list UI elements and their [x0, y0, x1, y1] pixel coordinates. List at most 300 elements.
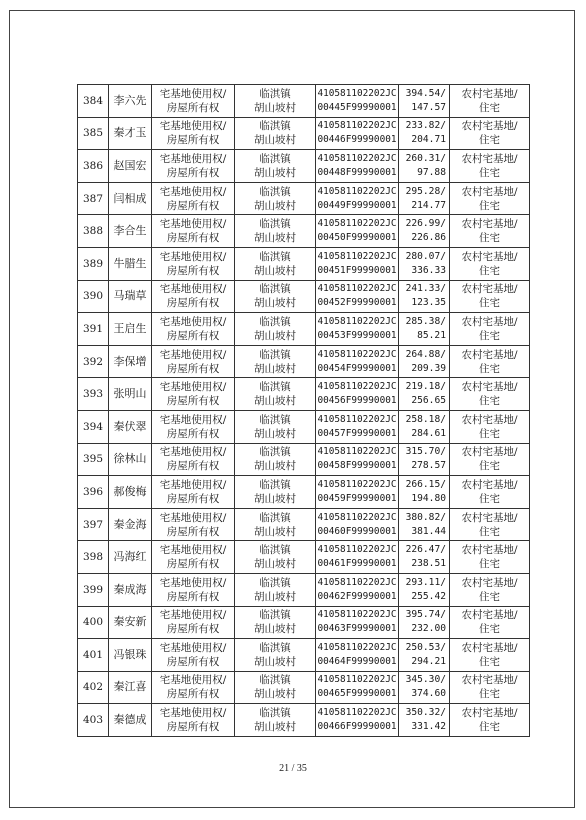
right-type-line: 房屋所有权	[166, 166, 220, 179]
parcel-code-line: 410581102202JC	[317, 674, 397, 686]
parcel-code-cell	[316, 313, 399, 346]
usage-line: 住宅	[479, 688, 500, 701]
right-type-line: 房屋所有权	[166, 362, 220, 375]
parcel-code-line: 410581102202JC	[317, 511, 397, 523]
table-row	[78, 541, 530, 574]
building-area: 374.60	[411, 688, 446, 700]
usage-line: 住宅	[479, 329, 500, 342]
land-area: 241.33/	[405, 283, 446, 295]
area-cell	[399, 182, 450, 215]
location-town: 临淇镇	[259, 446, 291, 459]
right-type-line: 宅基地使用权/	[159, 250, 227, 263]
parcel-code-line: 410581102202JC	[317, 413, 397, 425]
location-cell	[235, 639, 316, 672]
right-type-cell	[152, 508, 235, 541]
parcel-code-line: 00453F99990001	[317, 329, 397, 341]
row-number-cell	[78, 541, 109, 574]
owner-name-cell	[109, 443, 152, 476]
land-area: 394.54/	[405, 87, 446, 99]
parcel-code-cell	[316, 671, 399, 704]
parcel-code-cell	[316, 345, 399, 378]
right-type-cell	[152, 117, 235, 150]
location-cell	[235, 182, 316, 215]
area-cell	[399, 704, 450, 737]
owner-name-cell	[109, 573, 152, 606]
right-type-line: 宅基地使用权/	[159, 707, 227, 720]
row-number-cell	[78, 639, 109, 672]
owner-name: 郝俊梅	[113, 484, 147, 498]
parcel-code-line: 00454F99990001	[317, 362, 397, 374]
parcel-code-line: 00460F99990001	[317, 525, 397, 537]
row-number: 389	[82, 257, 104, 270]
owner-name-cell	[109, 378, 152, 411]
usage-line: 住宅	[479, 264, 500, 277]
owner-name-cell	[109, 671, 152, 704]
usage-cell	[450, 378, 530, 411]
right-type-line: 房屋所有权	[166, 297, 220, 310]
owner-name: 秦才玉	[113, 126, 147, 140]
location-village: 胡山坡村	[254, 427, 296, 440]
owner-name-cell	[109, 215, 152, 248]
parcel-code-cell	[316, 476, 399, 509]
owner-name: 牛腊生	[113, 256, 147, 270]
usage-line: 农村宅基地/	[461, 446, 518, 459]
row-number: 392	[82, 355, 104, 368]
owner-name: 秦金海	[113, 517, 147, 531]
row-number: 398	[82, 551, 104, 564]
right-type-line: 宅基地使用权/	[159, 152, 227, 165]
location-village: 胡山坡村	[254, 166, 296, 179]
parcel-code-line: 410581102202JC	[317, 283, 397, 295]
usage-cell	[450, 247, 530, 280]
usage-line: 住宅	[479, 623, 500, 636]
parcel-code-line: 00448F99990001	[317, 166, 397, 178]
location-cell	[235, 345, 316, 378]
parcel-code-line: 00445F99990001	[317, 101, 397, 113]
land-area: 233.82/	[405, 120, 446, 132]
land-area: 260.31/	[405, 152, 446, 164]
right-type-line: 房屋所有权	[166, 134, 220, 147]
area-cell	[399, 606, 450, 639]
usage-line: 住宅	[479, 460, 500, 473]
usage-cell	[450, 508, 530, 541]
land-area: 280.07/	[405, 250, 446, 262]
usage-cell	[450, 85, 530, 118]
row-number: 385	[82, 127, 104, 140]
land-area: 350.32/	[405, 707, 446, 719]
location-village: 胡山坡村	[254, 558, 296, 571]
land-area: 258.18/	[405, 413, 446, 425]
owner-name: 李保增	[113, 354, 147, 368]
area-cell	[399, 639, 450, 672]
area-cell	[399, 573, 450, 606]
location-village: 胡山坡村	[254, 492, 296, 505]
right-type-line: 宅基地使用权/	[159, 315, 227, 328]
right-type-line: 房屋所有权	[166, 721, 220, 734]
usage-line: 住宅	[479, 362, 500, 375]
location-cell	[235, 606, 316, 639]
usage-cell	[450, 639, 530, 672]
location-village: 胡山坡村	[254, 721, 296, 734]
row-number-cell	[78, 117, 109, 150]
parcel-code-line: 00466F99990001	[317, 721, 397, 733]
row-number: 386	[82, 159, 104, 172]
parcel-code-line: 410581102202JC	[317, 641, 397, 653]
parcel-code-line: 410581102202JC	[317, 120, 397, 132]
table-row	[78, 345, 530, 378]
land-area: 293.11/	[405, 576, 446, 588]
row-number: 388	[82, 225, 104, 238]
right-type-line: 房屋所有权	[166, 688, 220, 701]
area-cell	[399, 541, 450, 574]
right-type-line: 宅基地使用权/	[159, 381, 227, 394]
parcel-code-cell	[316, 704, 399, 737]
parcel-code-line: 410581102202JC	[317, 152, 397, 164]
parcel-code-line: 00452F99990001	[317, 297, 397, 309]
area-cell	[399, 280, 450, 313]
location-town: 临淇镇	[259, 413, 291, 426]
land-area: 219.18/	[405, 381, 446, 393]
row-number: 394	[82, 420, 104, 433]
right-type-cell	[152, 443, 235, 476]
owner-name: 秦安新	[113, 615, 147, 629]
location-village: 胡山坡村	[254, 525, 296, 538]
owner-name: 秦伏翠	[113, 419, 147, 433]
building-area: 97.88	[417, 166, 446, 178]
parcel-code-line: 410581102202JC	[317, 185, 397, 197]
table-row	[78, 508, 530, 541]
right-type-line: 房屋所有权	[166, 264, 220, 277]
right-type-line: 宅基地使用权/	[159, 218, 227, 231]
owner-name-cell	[109, 704, 152, 737]
right-type-line: 宅基地使用权/	[159, 609, 227, 622]
row-number-cell	[78, 606, 109, 639]
right-type-cell	[152, 247, 235, 280]
location-town: 临淇镇	[259, 348, 291, 361]
row-number-cell	[78, 150, 109, 183]
parcel-code-cell	[316, 117, 399, 150]
location-town: 临淇镇	[259, 185, 291, 198]
location-cell	[235, 215, 316, 248]
location-cell	[235, 410, 316, 443]
row-number: 384	[82, 94, 104, 107]
right-type-cell	[152, 573, 235, 606]
parcel-code-line: 410581102202JC	[317, 576, 397, 588]
usage-cell	[450, 117, 530, 150]
right-type-line: 宅基地使用权/	[159, 87, 227, 100]
row-number: 399	[82, 583, 104, 596]
owner-name-cell	[109, 150, 152, 183]
parcel-code-line: 00464F99990001	[317, 655, 397, 667]
building-area: 147.57	[411, 101, 446, 113]
right-type-cell	[152, 639, 235, 672]
right-type-cell	[152, 313, 235, 346]
row-number-cell	[78, 704, 109, 737]
area-cell	[399, 313, 450, 346]
right-type-line: 房屋所有权	[166, 590, 220, 603]
right-type-line: 宅基地使用权/	[159, 120, 227, 133]
usage-line: 住宅	[479, 395, 500, 408]
usage-line: 住宅	[479, 166, 500, 179]
right-type-cell	[152, 182, 235, 215]
owner-name-cell	[109, 85, 152, 118]
table-row	[78, 443, 530, 476]
right-type-line: 房屋所有权	[166, 492, 220, 505]
table-row	[78, 410, 530, 443]
owner-name-cell	[109, 410, 152, 443]
land-area: 226.47/	[405, 544, 446, 556]
owner-name-cell	[109, 541, 152, 574]
land-area: 380.82/	[405, 511, 446, 523]
area-cell	[399, 85, 450, 118]
right-type-line: 房屋所有权	[166, 101, 220, 114]
parcel-code-line: 410581102202JC	[317, 609, 397, 621]
area-cell	[399, 508, 450, 541]
building-area: 331.42	[411, 721, 446, 733]
building-area: 123.35	[411, 297, 446, 309]
parcel-code-line: 00458F99990001	[317, 460, 397, 472]
usage-line: 农村宅基地/	[461, 707, 518, 720]
owner-name: 冯海红	[113, 550, 147, 564]
land-area: 285.38/	[405, 315, 446, 327]
parcel-code-line: 410581102202JC	[317, 478, 397, 490]
area-cell	[399, 378, 450, 411]
usage-line: 农村宅基地/	[461, 674, 518, 687]
usage-line: 住宅	[479, 655, 500, 668]
usage-line: 农村宅基地/	[461, 511, 518, 524]
usage-line: 农村宅基地/	[461, 413, 518, 426]
location-village: 胡山坡村	[254, 297, 296, 310]
row-number: 387	[82, 192, 104, 205]
area-cell	[399, 150, 450, 183]
parcel-code-cell	[316, 573, 399, 606]
usage-cell	[450, 345, 530, 378]
usage-cell	[450, 606, 530, 639]
right-type-cell	[152, 215, 235, 248]
parcel-code-line: 410581102202JC	[317, 315, 397, 327]
building-area: 209.39	[411, 362, 446, 374]
usage-line: 住宅	[479, 590, 500, 603]
parcel-code-line: 410581102202JC	[317, 348, 397, 360]
row-number: 393	[82, 388, 104, 401]
owner-name-cell	[109, 247, 152, 280]
row-number: 397	[82, 518, 104, 531]
table-row	[78, 671, 530, 704]
parcel-code-line: 00457F99990001	[317, 427, 397, 439]
building-area: 255.42	[411, 590, 446, 602]
row-number: 401	[82, 648, 104, 661]
owner-name-cell	[109, 476, 152, 509]
row-number: 403	[82, 714, 104, 727]
location-cell	[235, 704, 316, 737]
building-area: 336.33	[411, 264, 446, 276]
building-area: 226.86	[411, 232, 446, 244]
parcel-code-line: 00459F99990001	[317, 492, 397, 504]
table-row	[78, 573, 530, 606]
row-number: 400	[82, 616, 104, 629]
location-cell	[235, 573, 316, 606]
table-row	[78, 476, 530, 509]
location-town: 临淇镇	[259, 511, 291, 524]
right-type-line: 房屋所有权	[166, 460, 220, 473]
location-cell	[235, 313, 316, 346]
usage-line: 农村宅基地/	[461, 544, 518, 557]
owner-name: 李六先	[113, 93, 147, 107]
location-town: 临淇镇	[259, 609, 291, 622]
parcel-code-cell	[316, 410, 399, 443]
registry-table	[77, 84, 530, 737]
usage-line: 农村宅基地/	[461, 152, 518, 165]
location-town: 临淇镇	[259, 381, 291, 394]
building-area: 232.00	[411, 623, 446, 635]
land-area: 295.28/	[405, 185, 446, 197]
table-row	[78, 704, 530, 737]
land-area: 266.15/	[405, 478, 446, 490]
row-number: 391	[82, 322, 104, 335]
location-town: 临淇镇	[259, 152, 291, 165]
right-type-line: 宅基地使用权/	[159, 413, 227, 426]
location-cell	[235, 508, 316, 541]
right-type-line: 宅基地使用权/	[159, 641, 227, 654]
owner-name: 李合生	[113, 224, 147, 238]
building-area: 85.21	[417, 329, 446, 341]
owner-name: 王启生	[113, 321, 147, 335]
row-number-cell	[78, 247, 109, 280]
owner-name-cell	[109, 508, 152, 541]
land-area: 345.30/	[405, 674, 446, 686]
right-type-cell	[152, 85, 235, 118]
right-type-line: 房屋所有权	[166, 623, 220, 636]
usage-line: 农村宅基地/	[461, 381, 518, 394]
parcel-code-cell	[316, 378, 399, 411]
parcel-code-line: 410581102202JC	[317, 381, 397, 393]
owner-name: 闫相成	[113, 191, 147, 205]
area-cell	[399, 247, 450, 280]
owner-name-cell	[109, 606, 152, 639]
area-cell	[399, 117, 450, 150]
row-number-cell	[78, 573, 109, 606]
parcel-code-line: 00461F99990001	[317, 558, 397, 570]
table-row	[78, 117, 530, 150]
area-cell	[399, 476, 450, 509]
area-cell	[399, 410, 450, 443]
parcel-code-line: 00456F99990001	[317, 395, 397, 407]
usage-cell	[450, 476, 530, 509]
row-number-cell	[78, 345, 109, 378]
table-row	[78, 313, 530, 346]
usage-cell	[450, 573, 530, 606]
table-row	[78, 378, 530, 411]
location-town: 临淇镇	[259, 641, 291, 654]
location-village: 胡山坡村	[254, 623, 296, 636]
location-village: 胡山坡村	[254, 590, 296, 603]
table-row	[78, 247, 530, 280]
table-row	[78, 215, 530, 248]
owner-name: 徐林山	[113, 452, 147, 466]
row-number: 395	[82, 453, 104, 466]
location-town: 临淇镇	[259, 218, 291, 231]
usage-line: 住宅	[479, 101, 500, 114]
row-number: 390	[82, 290, 104, 303]
right-type-line: 房屋所有权	[166, 232, 220, 245]
row-number: 396	[82, 485, 104, 498]
location-cell	[235, 378, 316, 411]
land-area: 264.88/	[405, 348, 446, 360]
location-cell	[235, 476, 316, 509]
usage-line: 住宅	[479, 525, 500, 538]
land-area: 315.70/	[405, 446, 446, 458]
location-cell	[235, 280, 316, 313]
table-row	[78, 182, 530, 215]
usage-line: 农村宅基地/	[461, 250, 518, 263]
owner-name: 冯银珠	[113, 647, 147, 661]
owner-name-cell	[109, 639, 152, 672]
parcel-code-line: 00451F99990001	[317, 264, 397, 276]
usage-line: 农村宅基地/	[461, 120, 518, 133]
row-number-cell	[78, 508, 109, 541]
usage-cell	[450, 443, 530, 476]
right-type-line: 宅基地使用权/	[159, 576, 227, 589]
right-type-cell	[152, 345, 235, 378]
parcel-code-line: 410581102202JC	[317, 544, 397, 556]
right-type-cell	[152, 378, 235, 411]
building-area: 278.57	[411, 460, 446, 472]
parcel-code-line: 410581102202JC	[317, 218, 397, 230]
table-row	[78, 606, 530, 639]
right-type-cell	[152, 704, 235, 737]
right-type-line: 宅基地使用权/	[159, 511, 227, 524]
row-number-cell	[78, 313, 109, 346]
right-type-line: 宅基地使用权/	[159, 478, 227, 491]
land-area: 226.99/	[405, 218, 446, 230]
location-village: 胡山坡村	[254, 655, 296, 668]
location-town: 临淇镇	[259, 707, 291, 720]
parcel-code-line: 410581102202JC	[317, 707, 397, 719]
location-town: 临淇镇	[259, 544, 291, 557]
parcel-code-line: 00463F99990001	[317, 623, 397, 635]
row-number-cell	[78, 671, 109, 704]
right-type-cell	[152, 671, 235, 704]
location-town: 临淇镇	[259, 478, 291, 491]
parcel-code-cell	[316, 606, 399, 639]
parcel-code-line: 00450F99990001	[317, 232, 397, 244]
right-type-line: 房屋所有权	[166, 525, 220, 538]
location-town: 临淇镇	[259, 674, 291, 687]
usage-line: 农村宅基地/	[461, 576, 518, 589]
owner-name: 张明山	[113, 387, 147, 401]
usage-cell	[450, 182, 530, 215]
parcel-code-cell	[316, 541, 399, 574]
parcel-code-cell	[316, 508, 399, 541]
building-area: 284.61	[411, 427, 446, 439]
registry-table-body	[78, 85, 530, 737]
usage-line: 农村宅基地/	[461, 348, 518, 361]
usage-cell	[450, 215, 530, 248]
owner-name-cell	[109, 345, 152, 378]
right-type-line: 房屋所有权	[166, 558, 220, 571]
right-type-line: 宅基地使用权/	[159, 283, 227, 296]
table-row	[78, 639, 530, 672]
usage-line: 住宅	[479, 134, 500, 147]
table-row	[78, 85, 530, 118]
usage-line: 农村宅基地/	[461, 283, 518, 296]
usage-line: 住宅	[479, 492, 500, 505]
owner-name: 秦成海	[113, 582, 147, 596]
building-area: 214.77	[411, 199, 446, 211]
location-village: 胡山坡村	[254, 101, 296, 114]
usage-cell	[450, 280, 530, 313]
usage-line: 农村宅基地/	[461, 641, 518, 654]
